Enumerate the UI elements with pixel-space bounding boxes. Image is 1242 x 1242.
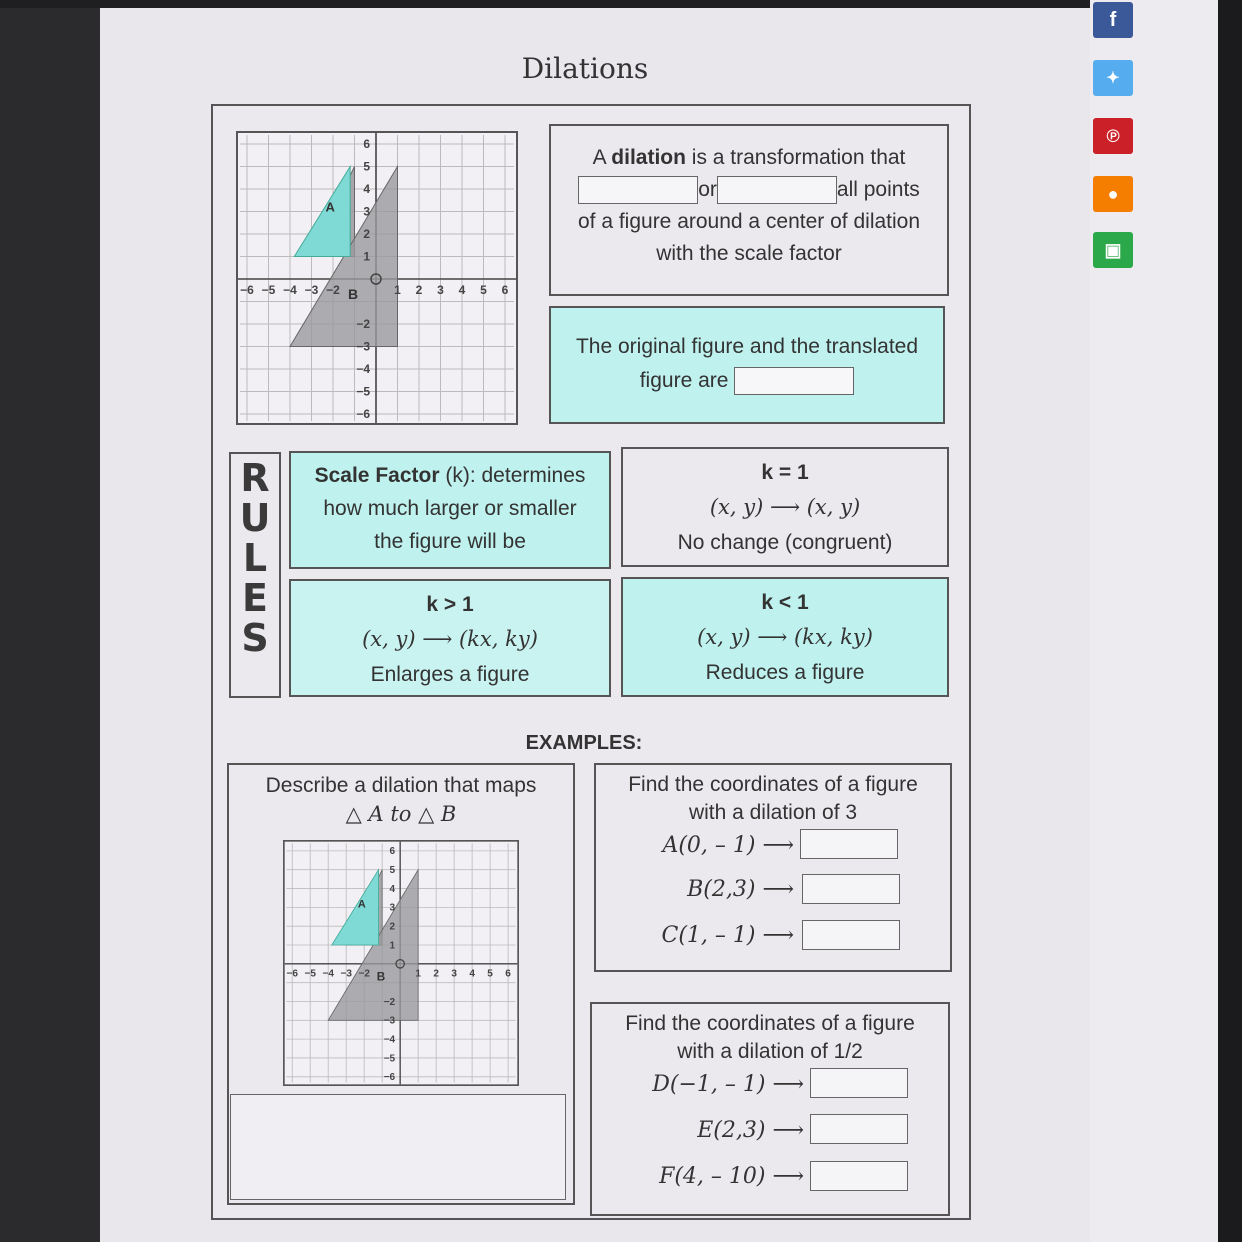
rules-letter-u: U [239, 496, 271, 540]
x-tick-label: −5 [304, 968, 316, 980]
x-tick-label: −3 [340, 968, 352, 980]
examples-heading: EXAMPLES: [525, 732, 643, 754]
scale-factor-determines: determines [475, 464, 586, 487]
describe-line2: △ A to △ B [345, 802, 457, 826]
x-tick-label: 4 [469, 968, 475, 980]
dilation-half-box [590, 1002, 950, 1216]
definition-all-points: all points [836, 178, 920, 201]
translated-line2: figure are [639, 369, 729, 392]
translated-line1: The original figure and the translated [575, 335, 919, 358]
scale-factor-k: (k): [439, 464, 476, 487]
x-tick-label: −4 [322, 968, 334, 980]
x-tick-label: −2 [358, 968, 370, 980]
label-b: B [348, 286, 359, 302]
definition-blank-2[interactable] [717, 176, 837, 204]
x-tick-label: 5 [480, 283, 487, 297]
point-a: A(0, – 1) ⟶ [662, 833, 794, 858]
facebook-icon[interactable]: f [1093, 2, 1133, 38]
definition-blank-1[interactable] [578, 176, 698, 204]
coordinate-graph-top [236, 131, 518, 425]
twitter-icon[interactable]: ✦ [1093, 60, 1133, 96]
dilation-half-line2: with a dilation of 1/2 [677, 1040, 863, 1063]
browser-top-bar [0, 0, 1242, 8]
dilation-3-line2: with a dilation of 3 [688, 801, 858, 824]
k-less-1-box [621, 577, 949, 697]
definition-line1-pre: A [592, 146, 612, 169]
classroom-icon[interactable]: ▣ [1093, 232, 1133, 268]
y-tick-label: −5 [356, 384, 370, 399]
dilation-half-line1: Find the coordinates of a figure [625, 1012, 915, 1035]
scale-factor-line3: the figure will be [374, 530, 526, 553]
rules-letter-r: R [240, 456, 270, 500]
x-tick-label: 4 [458, 283, 466, 297]
y-tick-label: 4 [389, 883, 396, 895]
y-tick-label: 2 [389, 921, 396, 933]
translated-box [549, 306, 945, 424]
point-e: E(2,3) ⟶ [697, 1118, 804, 1143]
y-tick-label: 5 [389, 865, 396, 877]
scale-factor-term: Scale Factor [314, 464, 440, 487]
pinterest-icon[interactable]: ℗ [1093, 118, 1133, 154]
answer-e-input[interactable] [810, 1114, 908, 1144]
x-tick-label: −5 [261, 283, 276, 297]
scale-factor-line2: how much larger or smaller [323, 497, 577, 520]
k-greater-1-desc: Enlarges a figure [370, 663, 530, 686]
x-tick-label: −4 [283, 283, 297, 297]
x-tick-label: 3 [437, 283, 444, 297]
definition-line1-post: is a transformation that [685, 146, 906, 169]
point-d: D(−1, – 1) ⟶ [652, 1072, 804, 1097]
definition-or: or [698, 178, 717, 201]
y-tick-label: −4 [356, 362, 370, 376]
x-tick-label: 6 [501, 283, 509, 297]
describe-answer-box[interactable] [230, 1094, 566, 1200]
definition-line4: with the scale factor [656, 242, 842, 265]
x-tick-label: −3 [304, 283, 319, 297]
label-b: B [376, 970, 386, 984]
answer-a-input[interactable] [800, 829, 898, 859]
y-tick-label: −2 [383, 996, 396, 1008]
x-tick-label: −6 [240, 283, 254, 297]
y-tick-label: 1 [389, 940, 396, 952]
point-b: B(2,3) ⟶ [687, 877, 794, 902]
page-title: Dilations [521, 52, 649, 85]
k-greater-1-head: k > 1 [426, 593, 474, 616]
y-tick-label: 6 [389, 846, 396, 858]
y-tick-label: 6 [363, 137, 370, 151]
answer-b-input[interactable] [802, 874, 900, 904]
label-a: A [325, 199, 335, 215]
rules-letter-s: S [241, 616, 269, 660]
point-c: C(1, – 1) ⟶ [661, 923, 794, 948]
k-less-1-head: k < 1 [761, 591, 809, 614]
coordinate-graph-bottom [283, 840, 519, 1086]
x-tick-label: 3 [451, 968, 457, 980]
k-less-1-desc: Reduces a figure [705, 661, 865, 684]
x-tick-label: 2 [433, 968, 439, 980]
x-tick-label: 5 [487, 968, 493, 980]
k-equals-1-rule: (x, y) ⟶ (x, y) [709, 495, 861, 519]
x-tick-label: 1 [394, 283, 401, 297]
y-tick-label: −4 [383, 1034, 396, 1046]
y-tick-label: 4 [363, 182, 370, 196]
x-tick-label: −6 [286, 968, 298, 980]
answer-c-input[interactable] [802, 920, 900, 950]
y-tick-label: 3 [363, 204, 370, 219]
label-a: A [357, 898, 366, 911]
x-tick-label: 1 [415, 968, 421, 980]
rules-letter-l: L [242, 536, 268, 580]
point-f: F(4, – 10) ⟶ [659, 1164, 804, 1189]
y-tick-label: −6 [356, 407, 370, 421]
k-less-1-rule: (x, y) ⟶ (kx, ky) [697, 625, 873, 649]
k-greater-1-rule: (x, y) ⟶ (kx, ky) [362, 627, 538, 651]
k-equals-1-desc: No change (congruent) [677, 531, 893, 554]
y-tick-label: −2 [356, 317, 370, 331]
dilation-3-line1: Find the coordinates of a figure [628, 773, 918, 796]
definition-term: dilation [611, 146, 686, 169]
y-tick-label: 3 [389, 902, 396, 914]
answer-d-input[interactable] [810, 1068, 908, 1098]
y-tick-label: −5 [383, 1053, 396, 1065]
y-tick-label: −3 [383, 1015, 396, 1027]
k-equals-1-box [621, 447, 949, 567]
x-tick-label: −2 [326, 283, 340, 297]
rules-side-label [229, 452, 281, 698]
scale-factor-box [289, 451, 611, 569]
y-tick-label: −6 [383, 1072, 396, 1084]
x-tick-label: 6 [505, 968, 511, 980]
y-tick-label: −3 [356, 339, 370, 354]
y-tick-label: 2 [363, 227, 370, 241]
definition-line3: of a figure around a center of dilation [577, 210, 921, 233]
k-greater-1-box [289, 579, 611, 697]
x-tick-label: 2 [415, 283, 423, 297]
k-equals-1-head: k = 1 [761, 461, 809, 484]
rules-letter-e: E [242, 576, 268, 620]
describe-line1: Describe a dilation that maps [265, 774, 537, 797]
y-tick-label: 1 [363, 249, 370, 264]
y-tick-label: 5 [363, 159, 370, 174]
dilation-3-box [594, 763, 952, 972]
translated-blank[interactable] [734, 367, 854, 395]
answer-f-input[interactable] [810, 1161, 908, 1191]
blogger-icon[interactable]: ● [1093, 176, 1133, 212]
definition-box [549, 124, 949, 296]
screen-edge [1218, 0, 1242, 1242]
